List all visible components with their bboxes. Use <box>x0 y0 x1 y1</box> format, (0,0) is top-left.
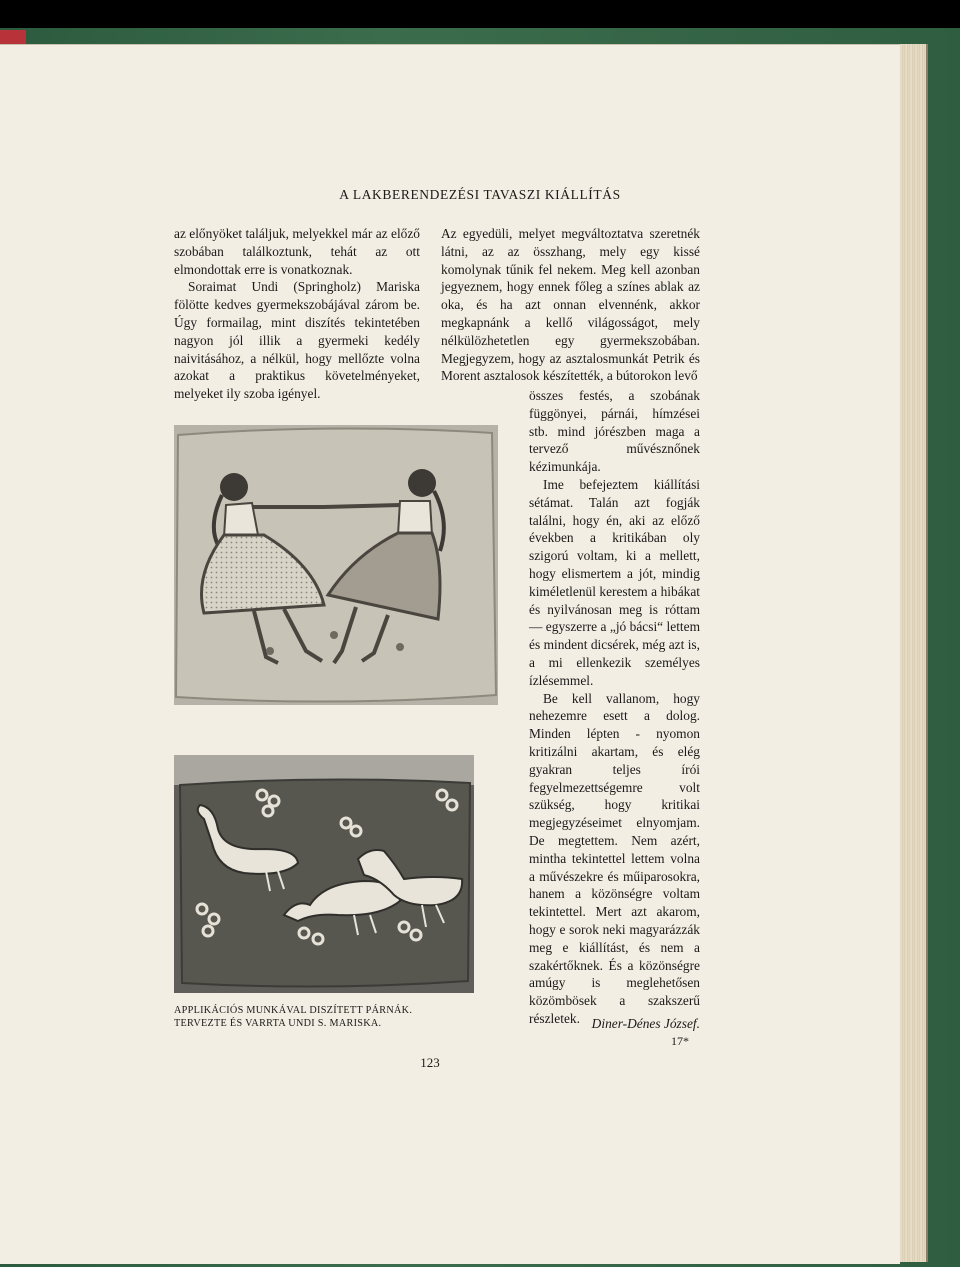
right-column-wide <box>441 225 700 385</box>
pillow-girls-photo <box>174 425 498 705</box>
right-narrow-paragraph-1: összes festés, a szobának függönyei, párnái, hímzései stb. mind jórészben maga a tervező művésznőnek kézimunkája. <box>529 388 700 475</box>
sheet-mark: 17* <box>671 1034 689 1048</box>
running-head: A LAKBERENDEZÉSI TAVASZI KIÁLLÍTÁS <box>339 187 621 202</box>
right-paragraph-1: Az egyedüli, melyet megváltoztatva szeretnék látni, az az összhang, mely egy kissé komolynak tűnik fel nekem. Meg kell azonban jegyeznem, hogy ennek főleg a színes ablak az oka, és ha azt onnan elvennénk, akkor megkapnánk a kellő világosságot, mely nélkülözhetetlen egy gyermekszobában. Megjegyzem, hogy az asztalosmunkát Petrik és Morent asztalosok készítették, a bútorokon levő <box>441 226 700 384</box>
left-paragraph-2: Soraimat Undi (Springholz) Mariska fölötte kedves gyermekszobájával zárom be. Úgy formailag, mint diszítés tekintetében nagyon jól illik a gyermeki kedély naivitásához, a nélkül, hogy mellőzte volna azokat a praktikus követelményeket, melyeket ily szoba igényel. <box>174 279 420 402</box>
author-signature: Diner-Dénes József. <box>591 1016 700 1031</box>
right-narrow-paragraph-3: Be kell vallanom, hogy nehezemre esett a dolog. Minden lépten - nyomon kritizálni akartam, és elég gyakran teljes írói fegyelmezettségemre volt szükség, hogy kritikai megjegyzéseimet elnyomjam. De megtettem. Nem azért, mintha tekintettel lettem volna a művészekre és műiparosokra, hanem a közönségre voltam tekintettel. Mert azt akarom, hogy e sorok neki magyarázzák meg e kiállítást, és nem a szakértőknek. És a közönségre amúgy is meglehetősen közömbösek a szakszerű részletek. <box>529 690 700 1026</box>
figure-caption <box>174 1004 474 1030</box>
right-narrow-paragraph-2: Ime befejeztem kiállítási sétámat. Talán azt fogják találni, hogy én, aki az előző években a kritikában oly szigorú voltam, ki a mellett, hogy elismertem a jót, mindig kiméletlenül kerestem a hibákat és nyilvánosan meg is róttam — egyszerre a „jó bácsi“ lettem és mindent dicsérek, még azt is, a mi ellenkezik személyes ízlésemmel. <box>529 476 700 688</box>
right-column-narrow <box>529 387 700 1028</box>
left-paragraph-1: az előnyöket találjuk, melyekkel már az előző szobában találkoztunk, tehát az ott elmondottak erre is vonatkoznak. <box>174 226 420 277</box>
caption-line-2: TERVEZTE ÉS VARRTA UNDI S. MARISKA. <box>174 1018 382 1029</box>
left-column <box>174 225 420 403</box>
book-page <box>0 44 900 1264</box>
page-stack-edge <box>898 44 928 1262</box>
page-number: 123 <box>420 1055 440 1070</box>
pillow-geese-photo <box>174 755 474 993</box>
pillow-geese-illustration <box>174 755 474 993</box>
pillow-girls-illustration <box>174 425 498 705</box>
caption-line-1: APPLIKÁCIÓS MUNKÁVAL DISZÍTETT PÁRNÁK. <box>174 1005 413 1016</box>
